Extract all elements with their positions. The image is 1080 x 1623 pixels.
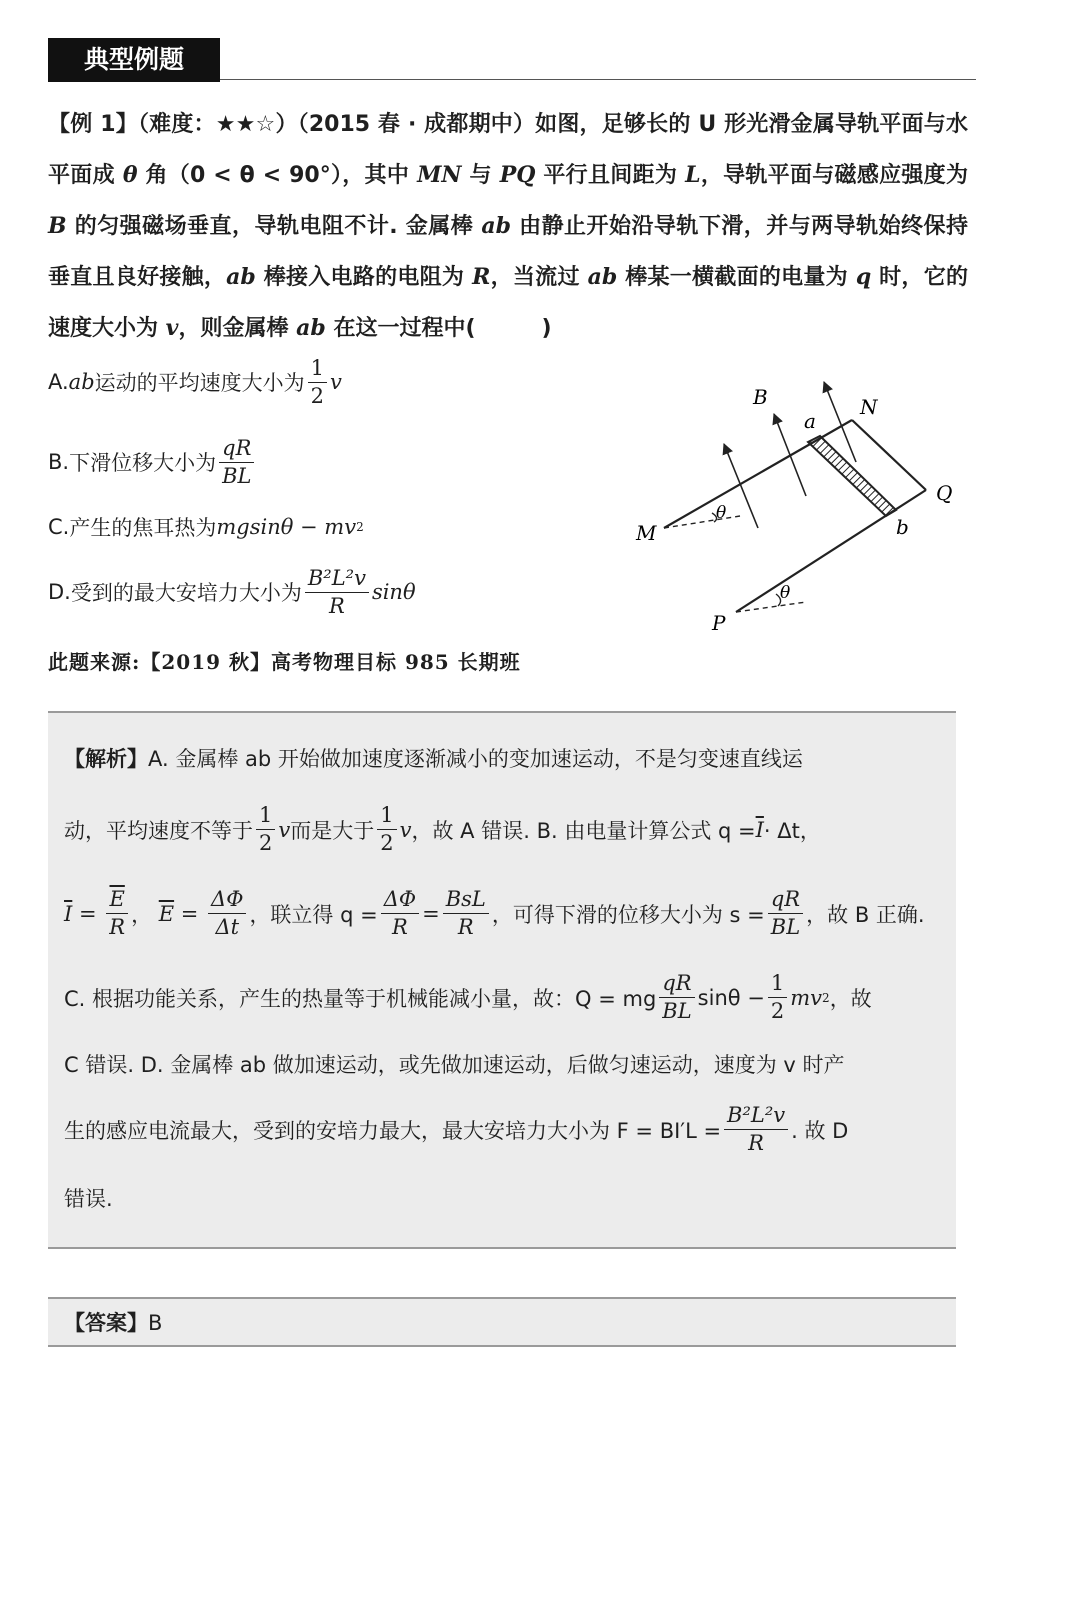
option-d: D. 受到的最大安培力大小为 $\frac{\text{B²L²v}}{R}$ sinθ — [48, 565, 416, 618]
analysis-box — [48, 711, 956, 1249]
option-c: C. 产生的焦耳热为 mgsinθ − mv 2 — [48, 515, 364, 540]
fraction: $\frac{1}{2}$ — [377, 805, 396, 854]
question-source: （2015 春 · 成都期中） — [297, 112, 536, 137]
analysis-tag: 【解析】 — [64, 747, 148, 771]
label-theta: θ — [780, 583, 791, 603]
rail-diagram — [620, 370, 980, 650]
rail-mn — [664, 420, 852, 528]
fraction: $\frac{1}{2}$ — [256, 805, 275, 854]
analysis-line: C. 根据功能关系，产生的热量等于机械能减小量，故：Q = mg $\frac{qR}{BL}$ sinθ − $\frac{1}{2}$ mv 2 ，故 — [64, 971, 872, 1023]
question-text: 【例 1】（难度：★★☆）（2015 春 · 成都期中）如图，足够长的 U 形光滑金属导轨平面与水平面成 θ 角（0 < θ < 90°），其中 MN 与 PQ 平行且间距为 L，导轨平面与磁感应强度为 B 的匀强磁场垂直，导轨电阻不计. 金属棒 ab 由静止开始沿导轨下滑，并与两导轨始终保持垂直且良好接触，ab 棒接入电路的电阻为 R，当流过 ab 棒某一横截面的电量为 q 时，它的速度大小为 v，则金属棒 ab 在这一过程中( ) — [48, 112, 969, 341]
option-a: A. ab 运动的平均速度大小为 $\frac{1}{2}$ v — [48, 355, 342, 408]
fraction: $\frac{\Delta\Phi}{\Delta t}$ — [208, 889, 246, 938]
fraction: $\frac{\Delta\Phi}{R}$ — [381, 889, 419, 938]
horizontal-ref — [736, 602, 806, 612]
fraction: $\frac{1}{2}$ — [768, 973, 787, 1022]
answer-value: B — [148, 1311, 163, 1335]
fraction: $\frac{qR}{BL}$ — [768, 889, 803, 938]
fraction: $\frac{\text{B²L²v}}{R}$ — [305, 568, 369, 617]
label-theta: θ — [716, 503, 727, 523]
fraction: $\frac{qR}{BL}$ — [659, 973, 694, 1022]
label-b: b — [896, 515, 909, 539]
fraction: $\frac{1}{2}$ — [308, 358, 327, 407]
analysis-line: C 错误. D. 金属棒 ab 做加速运动，或先做加速运动，后做匀速运动，速度为 v 时产 — [64, 1053, 845, 1077]
rail-pq — [736, 490, 926, 612]
section-title: 典型例题 — [48, 38, 220, 82]
analysis-line: 错误. — [64, 1187, 113, 1211]
question-tag: 【例 1】 — [48, 112, 138, 137]
label-b-field: B — [753, 385, 768, 409]
source-line: 此题来源:【2019 秋】高考物理目标 985 长期班 — [48, 650, 521, 674]
header-divider — [220, 79, 976, 80]
answer-box — [48, 1297, 956, 1347]
analysis-line: 生的感应电流最大，受到的安培力最大，最大安培力大小为 F = BI′L = $\frac{\text{B²L²v}}{R}$ . 故 D — [64, 1103, 849, 1155]
label-m: M — [636, 521, 657, 545]
label-n: N — [860, 395, 878, 419]
label-a: a — [804, 409, 816, 433]
option-b: B. 下滑位移大小为 $\frac{qR}{BL}$ — [48, 432, 257, 492]
section-header — [48, 38, 976, 84]
difficulty: （难度：★★☆） — [137, 112, 298, 137]
label-q: Q — [936, 481, 953, 505]
fraction: $\frac{\text{B²L²v}}{R}$ — [724, 1105, 788, 1154]
field-arrow — [724, 444, 758, 528]
answer-tag: 【答案】 — [64, 1311, 148, 1335]
fraction: $\frac{qR}{BL}$ — [219, 438, 254, 487]
fraction: $\frac{\overline{E}}{R}$ — [106, 889, 128, 938]
field-arrow — [774, 414, 806, 496]
analysis-line: $\overline{I}$ = $\frac{\overline{E}}{R}$ ， $\overline{E}$ = $\frac{\Delta\Phi}{\Delta t}$ ，联立得 q = $\frac{\Delta\Phi}{R}$ = $\frac{\text{BsL}}{R}$ ，可得下滑的位移大小为 s = $\frac{qR}{BL}$ ，故 B 正确. — [64, 887, 925, 939]
analysis-line: 动，平均速度不等于 $\frac{1}{2}$ v 而是大于 $\frac{1}{2}$ v ，故 A 错误. B. 由电量计算公式 q = $\overline{I}$ · Δt， — [64, 803, 821, 855]
label-p: P — [712, 611, 726, 635]
analysis-line: 【解析】 A. 金属棒 ab 开始做加速度逐渐减小的变加速运动，不是匀变速直线运 — [64, 743, 803, 773]
fraction: $\frac{\text{BsL}}{R}$ — [443, 889, 489, 938]
